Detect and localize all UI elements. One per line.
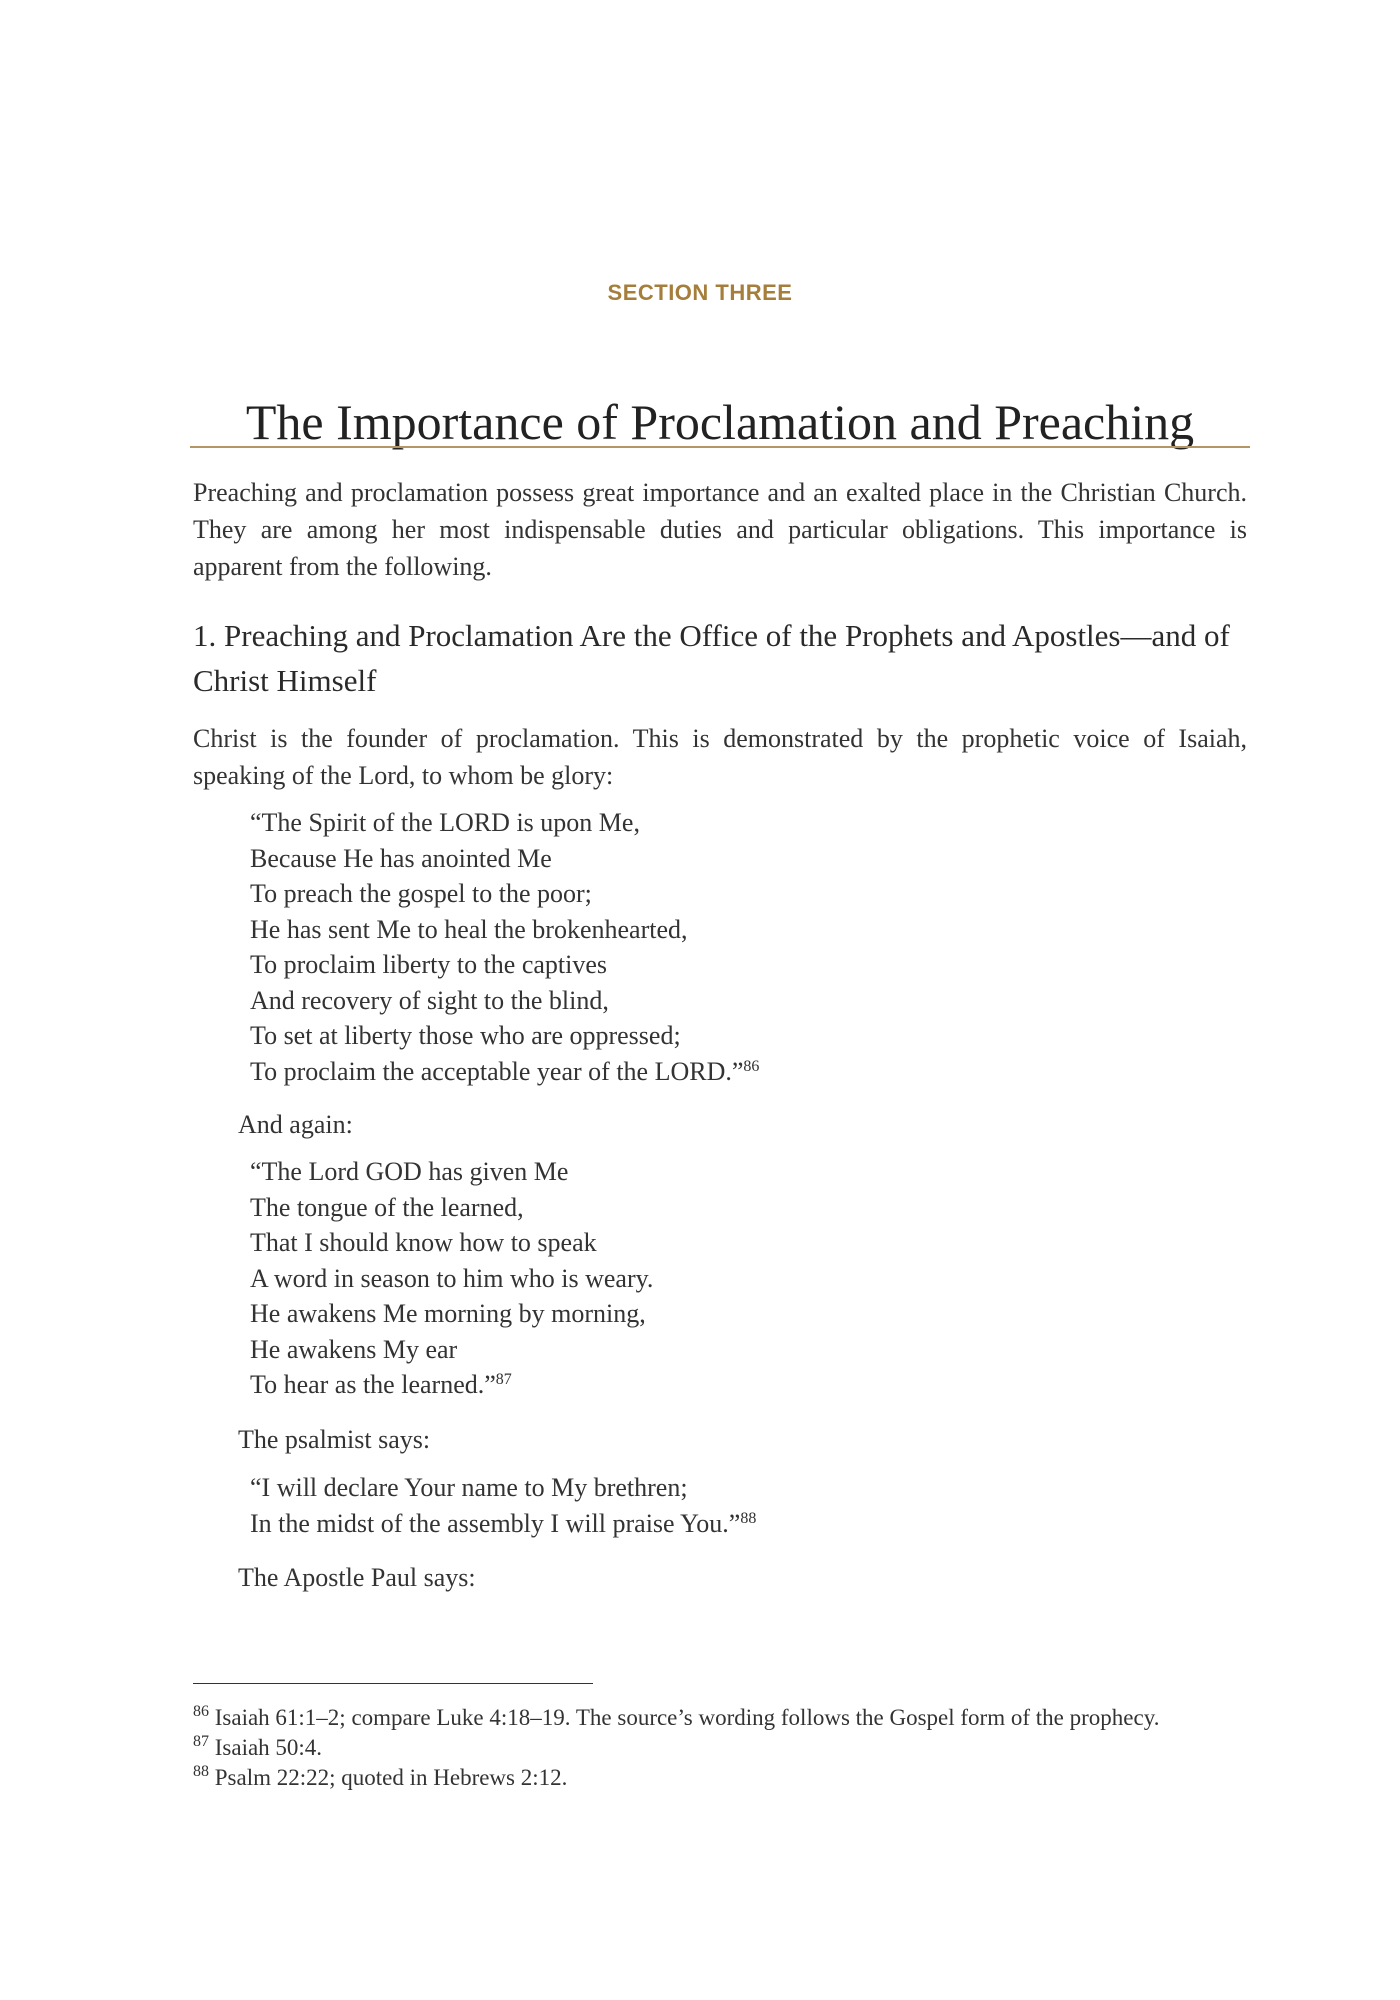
paragraph-2: Christ is the founder of proclamation. This is demonstrated by the prophetic voice of Isaiah, speaking of the Lord, to whom be glory:	[193, 724, 1247, 790]
intro-paragraph: Preaching and proclamation possess great importance and an exalted place in the Christian Church. They are among her most indispensable duties and particular obligations. This importance is apparent from the following.	[193, 478, 1247, 581]
footnote-ref[interactable]: 87	[495, 1371, 512, 1388]
lead-in-psalmist: The psalmist says:	[238, 1425, 431, 1454]
verse-line: To proclaim liberty to the captives	[250, 950, 608, 979]
verse-line: He awakens Me morning by morning,	[250, 1299, 646, 1328]
footnote-text: Psalm 22:22; quoted in Hebrews 2:12.	[214, 1765, 568, 1790]
verse-line: “I will declare Your name to My brethren;	[250, 1473, 688, 1502]
verse-line: He awakens My ear	[250, 1334, 458, 1364]
footnote-text: Isaiah 50:4.	[214, 1735, 323, 1760]
verse-line: “The Lord GOD has given Me	[250, 1157, 569, 1186]
footnote-number: 86	[193, 1703, 209, 1720]
footnote-ref[interactable]: 88	[740, 1509, 757, 1527]
verse-line: A word in season to him who is weary.	[250, 1263, 654, 1293]
footnote-text: Isaiah 61:1–2; compare Luke 4:18–19. The source’s wording follows the Gospel form of the prophecy.	[214, 1705, 1160, 1730]
lead-in-and-again: And again:	[238, 1110, 353, 1139]
verse-line	[250, 1054, 1150, 1090]
verse-line	[250, 1367, 1150, 1403]
verse-line: The tongue of the learned,	[250, 1192, 524, 1222]
verse-block-isaiah-61	[250, 805, 1150, 1089]
page-title: The Importance of Proclamation and Preaching	[245, 393, 1195, 450]
footnote-divider	[193, 1683, 593, 1684]
verse-line-text: To hear as the learned.”	[250, 1370, 496, 1399]
footnote	[193, 1733, 1213, 1763]
verse-line: To set at liberty those who are oppressed;	[250, 1021, 681, 1050]
section-heading-1: 1. Preaching and Proclamation Are the Office of the Prophets and Apostles—and of Christ Himself	[193, 618, 1230, 698]
verse-line: That I should know how to speak	[250, 1228, 597, 1257]
section-label: SECTION THREE	[607, 280, 793, 305]
verse-line-text: In the midst of the assembly I will praise You.”	[250, 1508, 741, 1538]
verse-line: He has sent Me to heal the brokenhearted,	[250, 914, 688, 944]
verse-block-isaiah-50	[250, 1154, 1150, 1403]
footnotes	[193, 1703, 1213, 1793]
verse-line	[250, 1506, 1150, 1542]
verse-line: And recovery of sight to the blind,	[250, 985, 609, 1015]
footnote	[193, 1763, 1213, 1793]
title-divider	[190, 446, 1250, 448]
verse-line: Because He has anointed Me	[250, 843, 552, 873]
footnote-ref[interactable]: 86	[743, 1057, 760, 1075]
verse-block-psalm-22	[250, 1470, 1150, 1541]
footnote	[193, 1703, 1213, 1733]
footnote-number: 87	[193, 1733, 209, 1750]
footnote-number: 88	[193, 1763, 209, 1780]
verse-line: To preach the gospel to the poor;	[250, 879, 592, 908]
verse-line: “The Spirit of the LORD is upon Me,	[250, 808, 640, 837]
verse-line-text: To proclaim the acceptable year of the LORD.”	[250, 1056, 744, 1086]
lead-in-apostle-paul: The Apostle Paul says:	[238, 1563, 476, 1592]
